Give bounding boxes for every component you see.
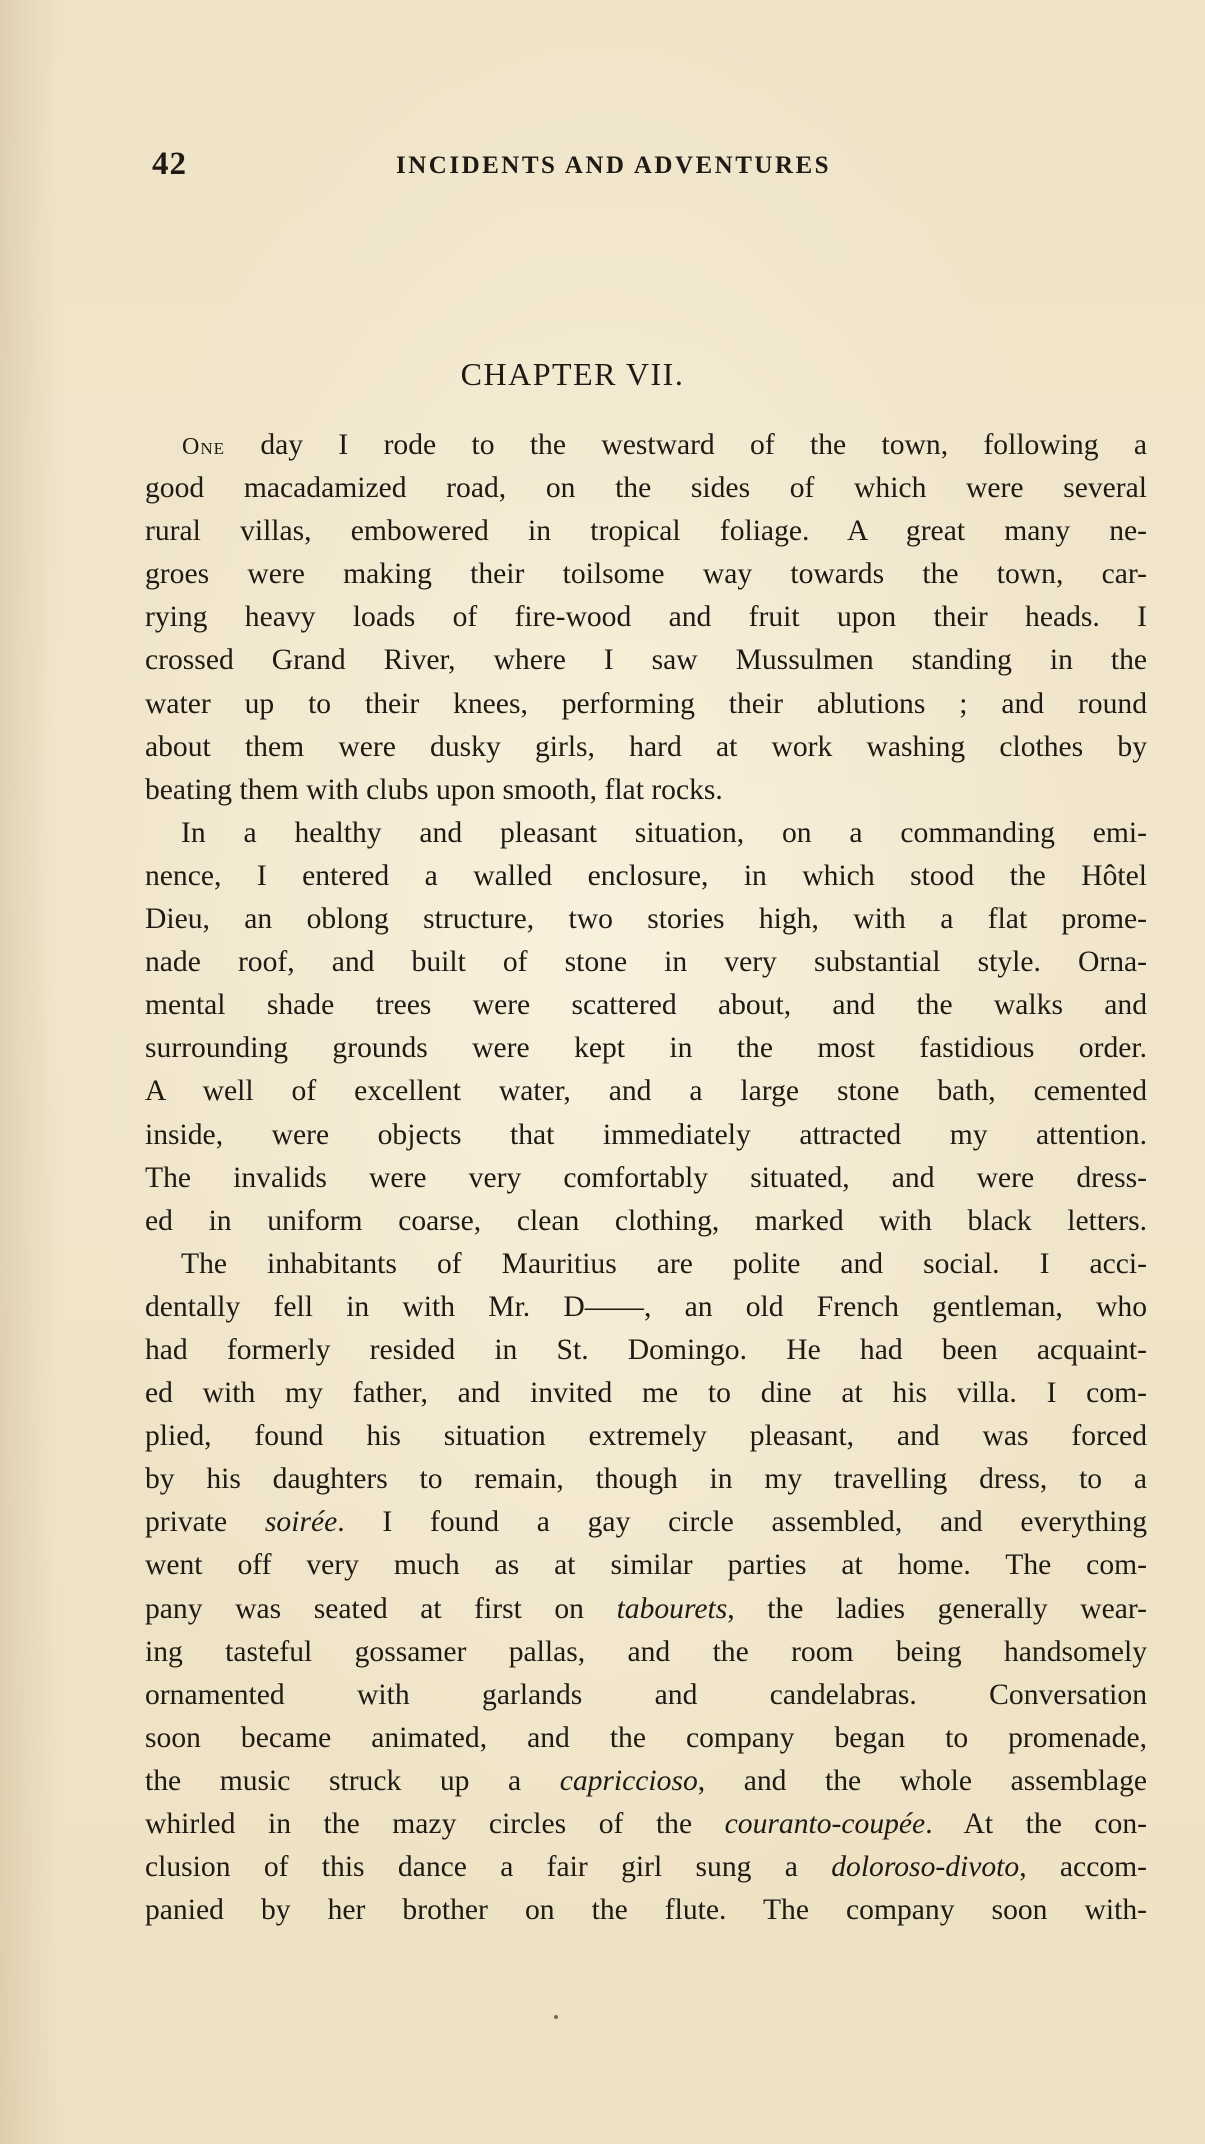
- body-text: [145, 424, 1148, 1932]
- line-text: pany was seated at first on: [145, 1592, 617, 1625]
- line-text: . I found a gay circle assembled, and everything: [337, 1506, 1147, 1539]
- text-line: ing tasteful gossamer pallas, and the room being handsomely: [145, 1635, 1147, 1668]
- text-line: crossed Grand River, where I saw Mussulmen standing in the: [145, 644, 1147, 677]
- line-text: private: [145, 1506, 265, 1539]
- text-line: panied by her brother on the flute. The company soon with-: [145, 1894, 1147, 1927]
- italic-term: tabourets: [616, 1592, 728, 1625]
- text-line: water up to their knees, performing their ablutions ; and round: [145, 687, 1147, 720]
- text-line: [145, 1803, 1147, 1846]
- chapter-title: CHAPTER VII.: [460, 356, 685, 392]
- italic-term: doloroso-divoto: [831, 1851, 1020, 1884]
- paragraph-1: [145, 424, 1147, 812]
- line-text: clusion of this dance a fair girl sung a: [145, 1851, 832, 1884]
- text-line: rying heavy loads of fire-wood and fruit upon their heads. I: [145, 601, 1147, 634]
- paragraph-3: [145, 1243, 1148, 1933]
- page-header: [152, 146, 1152, 194]
- drop-word: One: [182, 434, 225, 460]
- text-line: by his daughters to remain, though in my travelling dress, to a: [145, 1463, 1147, 1496]
- page-number: 42: [152, 146, 187, 182]
- line-text: . At the con-: [925, 1808, 1147, 1840]
- line-text: day I rode to the westward of the town, following a: [225, 429, 1147, 461]
- text-line: went off very much as at similar parties at home. The com-: [145, 1549, 1147, 1582]
- text-line: nence, I entered a walled enclosure, in which stood the Hôtel: [145, 859, 1147, 892]
- paper-speck: [554, 2015, 558, 2019]
- text-line: ed with my father, and invited me to dine at his villa. I com-: [145, 1377, 1147, 1410]
- text-line: In a healthy and pleasant situation, on a commanding emi-: [181, 816, 1147, 849]
- italic-term: couranto-coupée: [724, 1808, 926, 1840]
- text-line: beating them with clubs upon smooth, flat rocks.: [145, 773, 723, 806]
- text-line: mental shade trees were scattered about, and the walks and: [145, 989, 1147, 1022]
- text-line: nade roof, and built of stone in very substantial style. Orna-: [145, 946, 1147, 979]
- text-line: inside, were objects that immediately attracted my attention.: [145, 1118, 1147, 1151]
- text-line: about them were dusky girls, hard at work washing clothes by: [145, 730, 1147, 763]
- text-line: ornamented with garlands and candelabras. Conversation: [145, 1678, 1147, 1711]
- line-text: , the ladies generally wear-: [727, 1592, 1147, 1625]
- line-text: the music struck up a: [145, 1764, 560, 1797]
- paragraph-2: [145, 812, 1147, 1243]
- text-line: Dieu, an oblong structure, two stories high, with a flat prome-: [145, 903, 1147, 936]
- text-line: plied, found his situation extremely pleasant, and was forced: [145, 1420, 1147, 1453]
- italic-term: soirée: [264, 1506, 338, 1539]
- text-line: good macadamized road, on the sides of which were several: [145, 472, 1147, 505]
- text-line: The invalids were very comfortably situated, and were dress-: [145, 1161, 1147, 1194]
- chapter-heading: [0, 356, 1205, 393]
- text-line: rural villas, embowered in tropical foliage. A great many ne-: [145, 515, 1147, 548]
- text-line: [145, 1846, 1147, 1889]
- text-line: [145, 1760, 1147, 1803]
- line-text: , accom-: [1019, 1851, 1147, 1884]
- running-head: INCIDENTS AND ADVENTURES: [396, 152, 832, 179]
- text-line: A well of excellent water, and a large stone bath, cemented: [145, 1075, 1147, 1108]
- binding-shadow: [0, 0, 60, 2144]
- text-line: The inhabitants of Mauritius are polite and social. I acci-: [181, 1247, 1147, 1280]
- text-line: dentally fell in with Mr. D——, an old French gentleman, who: [145, 1290, 1147, 1323]
- text-line: ed in uniform coarse, clean clothing, marked with black letters.: [145, 1204, 1147, 1237]
- text-line: soon became animated, and the company began to promenade,: [145, 1721, 1147, 1754]
- text-line: [181, 424, 1147, 467]
- line-text: , and the whole assemblage: [697, 1764, 1148, 1797]
- text-line: had formerly resided in St. Domingo. He had been acquaint-: [145, 1333, 1147, 1366]
- text-line: [145, 1588, 1147, 1631]
- text-line: surrounding grounds were kept in the most fastidious order.: [145, 1032, 1147, 1065]
- text-line: [145, 1501, 1147, 1544]
- italic-term: capriccioso: [559, 1764, 698, 1797]
- text-line: groes were making their toilsome way towards the town, car-: [145, 558, 1147, 591]
- line-text: whirled in the mazy circles of the: [145, 1808, 725, 1840]
